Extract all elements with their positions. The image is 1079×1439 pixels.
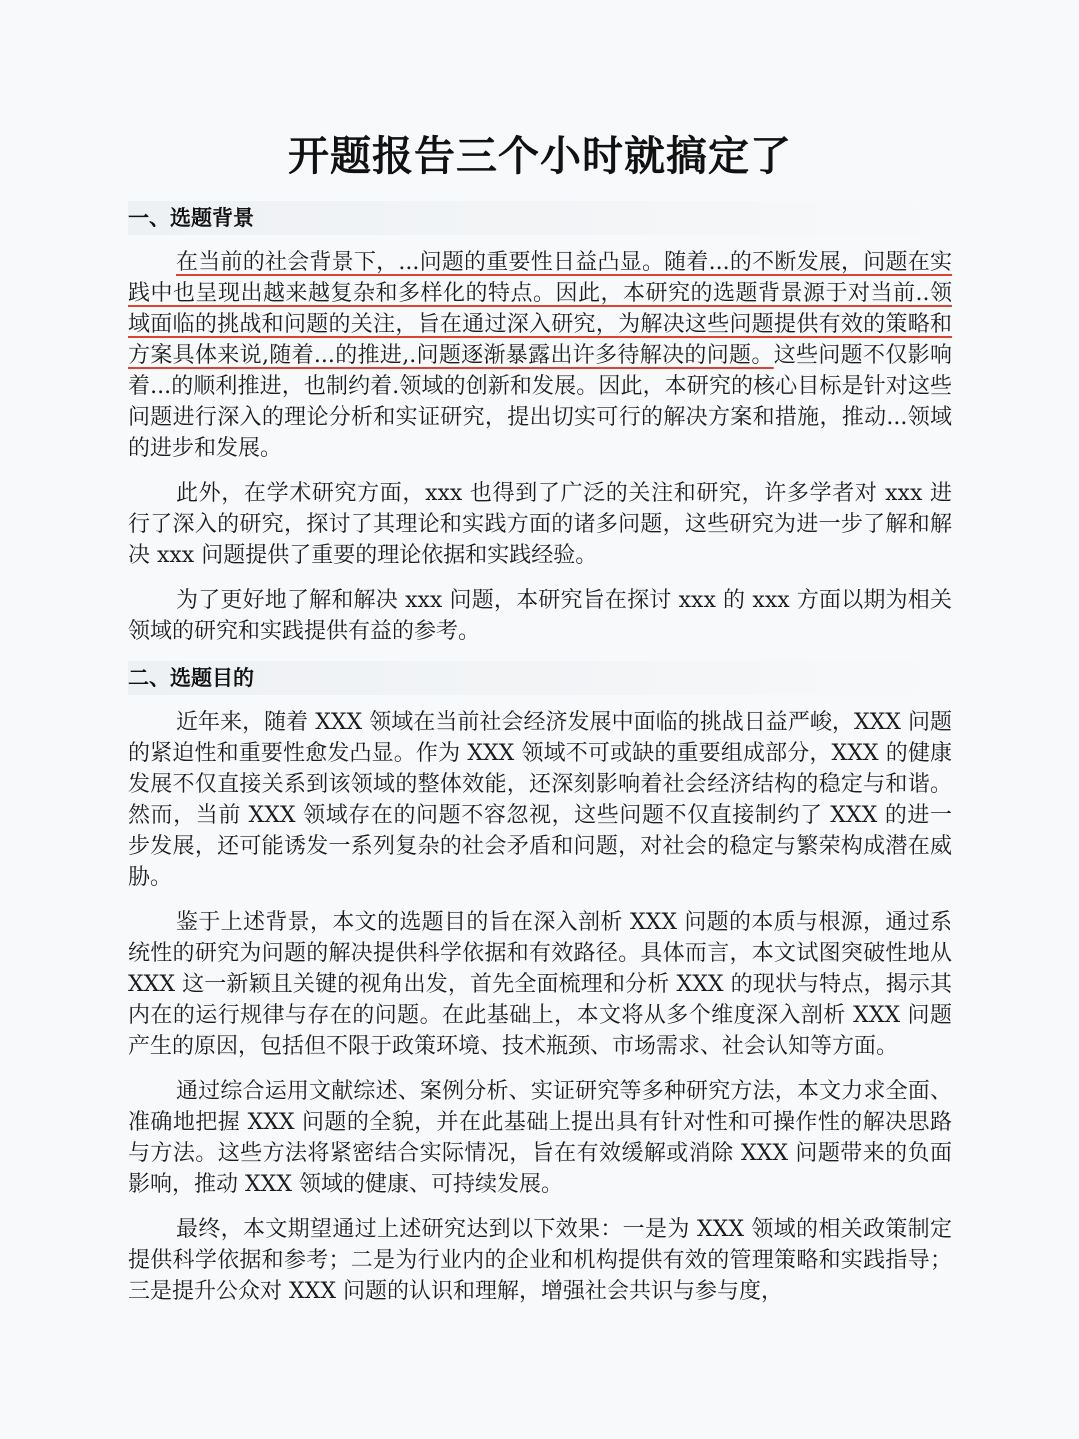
section-heading-background: 一、选题背景 (128, 201, 952, 235)
background-paragraph-2: 此外，在学术研究方面，xxx 也得到了广泛的关注和研究，许多学者对 xxx 进行了深入的研究，探讨了其理论和实践方面的诸多问题，这些研究为进一步了解和解决 xxx 问题提供了重要的理论依据和实践经验。 (128, 481, 952, 568)
document-page (128, 0, 952, 1307)
purpose-paragraph-4: 最终，本文期望通过上述研究达到以下效果：一是为 XXX 领域的相关政策制定提供科学依据和参考；二是为行业内的企业和机构提供有效的管理策略和实践指导；三是提升公众对 XXX 问题的认识和理解，增强社会共识与参与度， (128, 1217, 952, 1304)
underlined-text: 在当前的社会背景下，...问题的重要性日益凸显。随着...的不断发展，问题在实践中也呈现出越来越复杂和多样化的特点。因此，本研究的选题背景源于对当前..领域面临的挑战和问题的关注，旨在通过深入研究，为解决这些问题提供有效的策略和方案具体来说,随着...的推进,.问题逐渐暴露出许多待解决的问题。 (128, 250, 952, 368)
background-paragraph-1 (128, 247, 952, 464)
background-paragraph-3: 为了更好地了解和解决 xxx 问题，本研究旨在探讨 xxx 的 xxx 方面以期为相关领域的研究和实践提供有益的参考。 (128, 588, 952, 644)
purpose-paragraph-2: 鉴于上述背景，本文的选题目的旨在深入剖析 XXX 问题的本质与根源，通过系统性的研究为问题的解决提供科学依据和有效路径。具体而言，本文试图突破性地从 XXX 这一新颖且关键的视角出发，首先全面梳理和分析 XXX 的现状与特点，揭示其内在的运行规律与存在的问题。在此基础上，本文将从多个维度深入剖析 XXX 问题产生的原因，包括但不限于政策环境、技术瓶颈、市场需求、社会认知等方面。 (128, 910, 952, 1059)
document-title: 开题报告三个小时就搞定了 (288, 132, 792, 180)
section-heading-purpose: 二、选题目的 (128, 661, 952, 695)
purpose-paragraph-1: 近年来，随着 XXX 领域在当前社会经济发展中面临的挑战日益严峻，XXX 问题的紧迫性和重要性愈发凸显。作为 XXX 领域不可或缺的重要组成部分，XXX 的健康发展不仅直接关系到该领域的整体效能，还深刻影响着社会经济结构的稳定与和谐。然而，当前 XXX 领域存在的问题不容忽视，这些问题不仅直接制约了 XXX 的进一步发展，还可能诱发一系列复杂的社会矛盾和问题，对社会的稳定与繁荣构成潜在威胁。 (128, 710, 952, 890)
purpose-paragraph-3: 通过综合运用文献综述、案例分析、实证研究等多种研究方法，本文力求全面、准确地把握 XXX 问题的全貌，并在此基础上提出具有针对性和可操作性的解决思路与方法。这些方法将紧密结合实际情况，旨在有效缓解或消除 XXX 问题带来的负面影响，推动 XXX 领域的健康、可持续发展。 (128, 1079, 952, 1197)
paragraph-text: 这些问题不仅影响着...的顺利推进，也制约着.领域的创新和发展。因此，本研究的核心目标是针对这些问题进行深入的理论分析和实证研究，提出切实可行的解决方案和措施，推动...领域的进步和发展。 (128, 343, 952, 461)
